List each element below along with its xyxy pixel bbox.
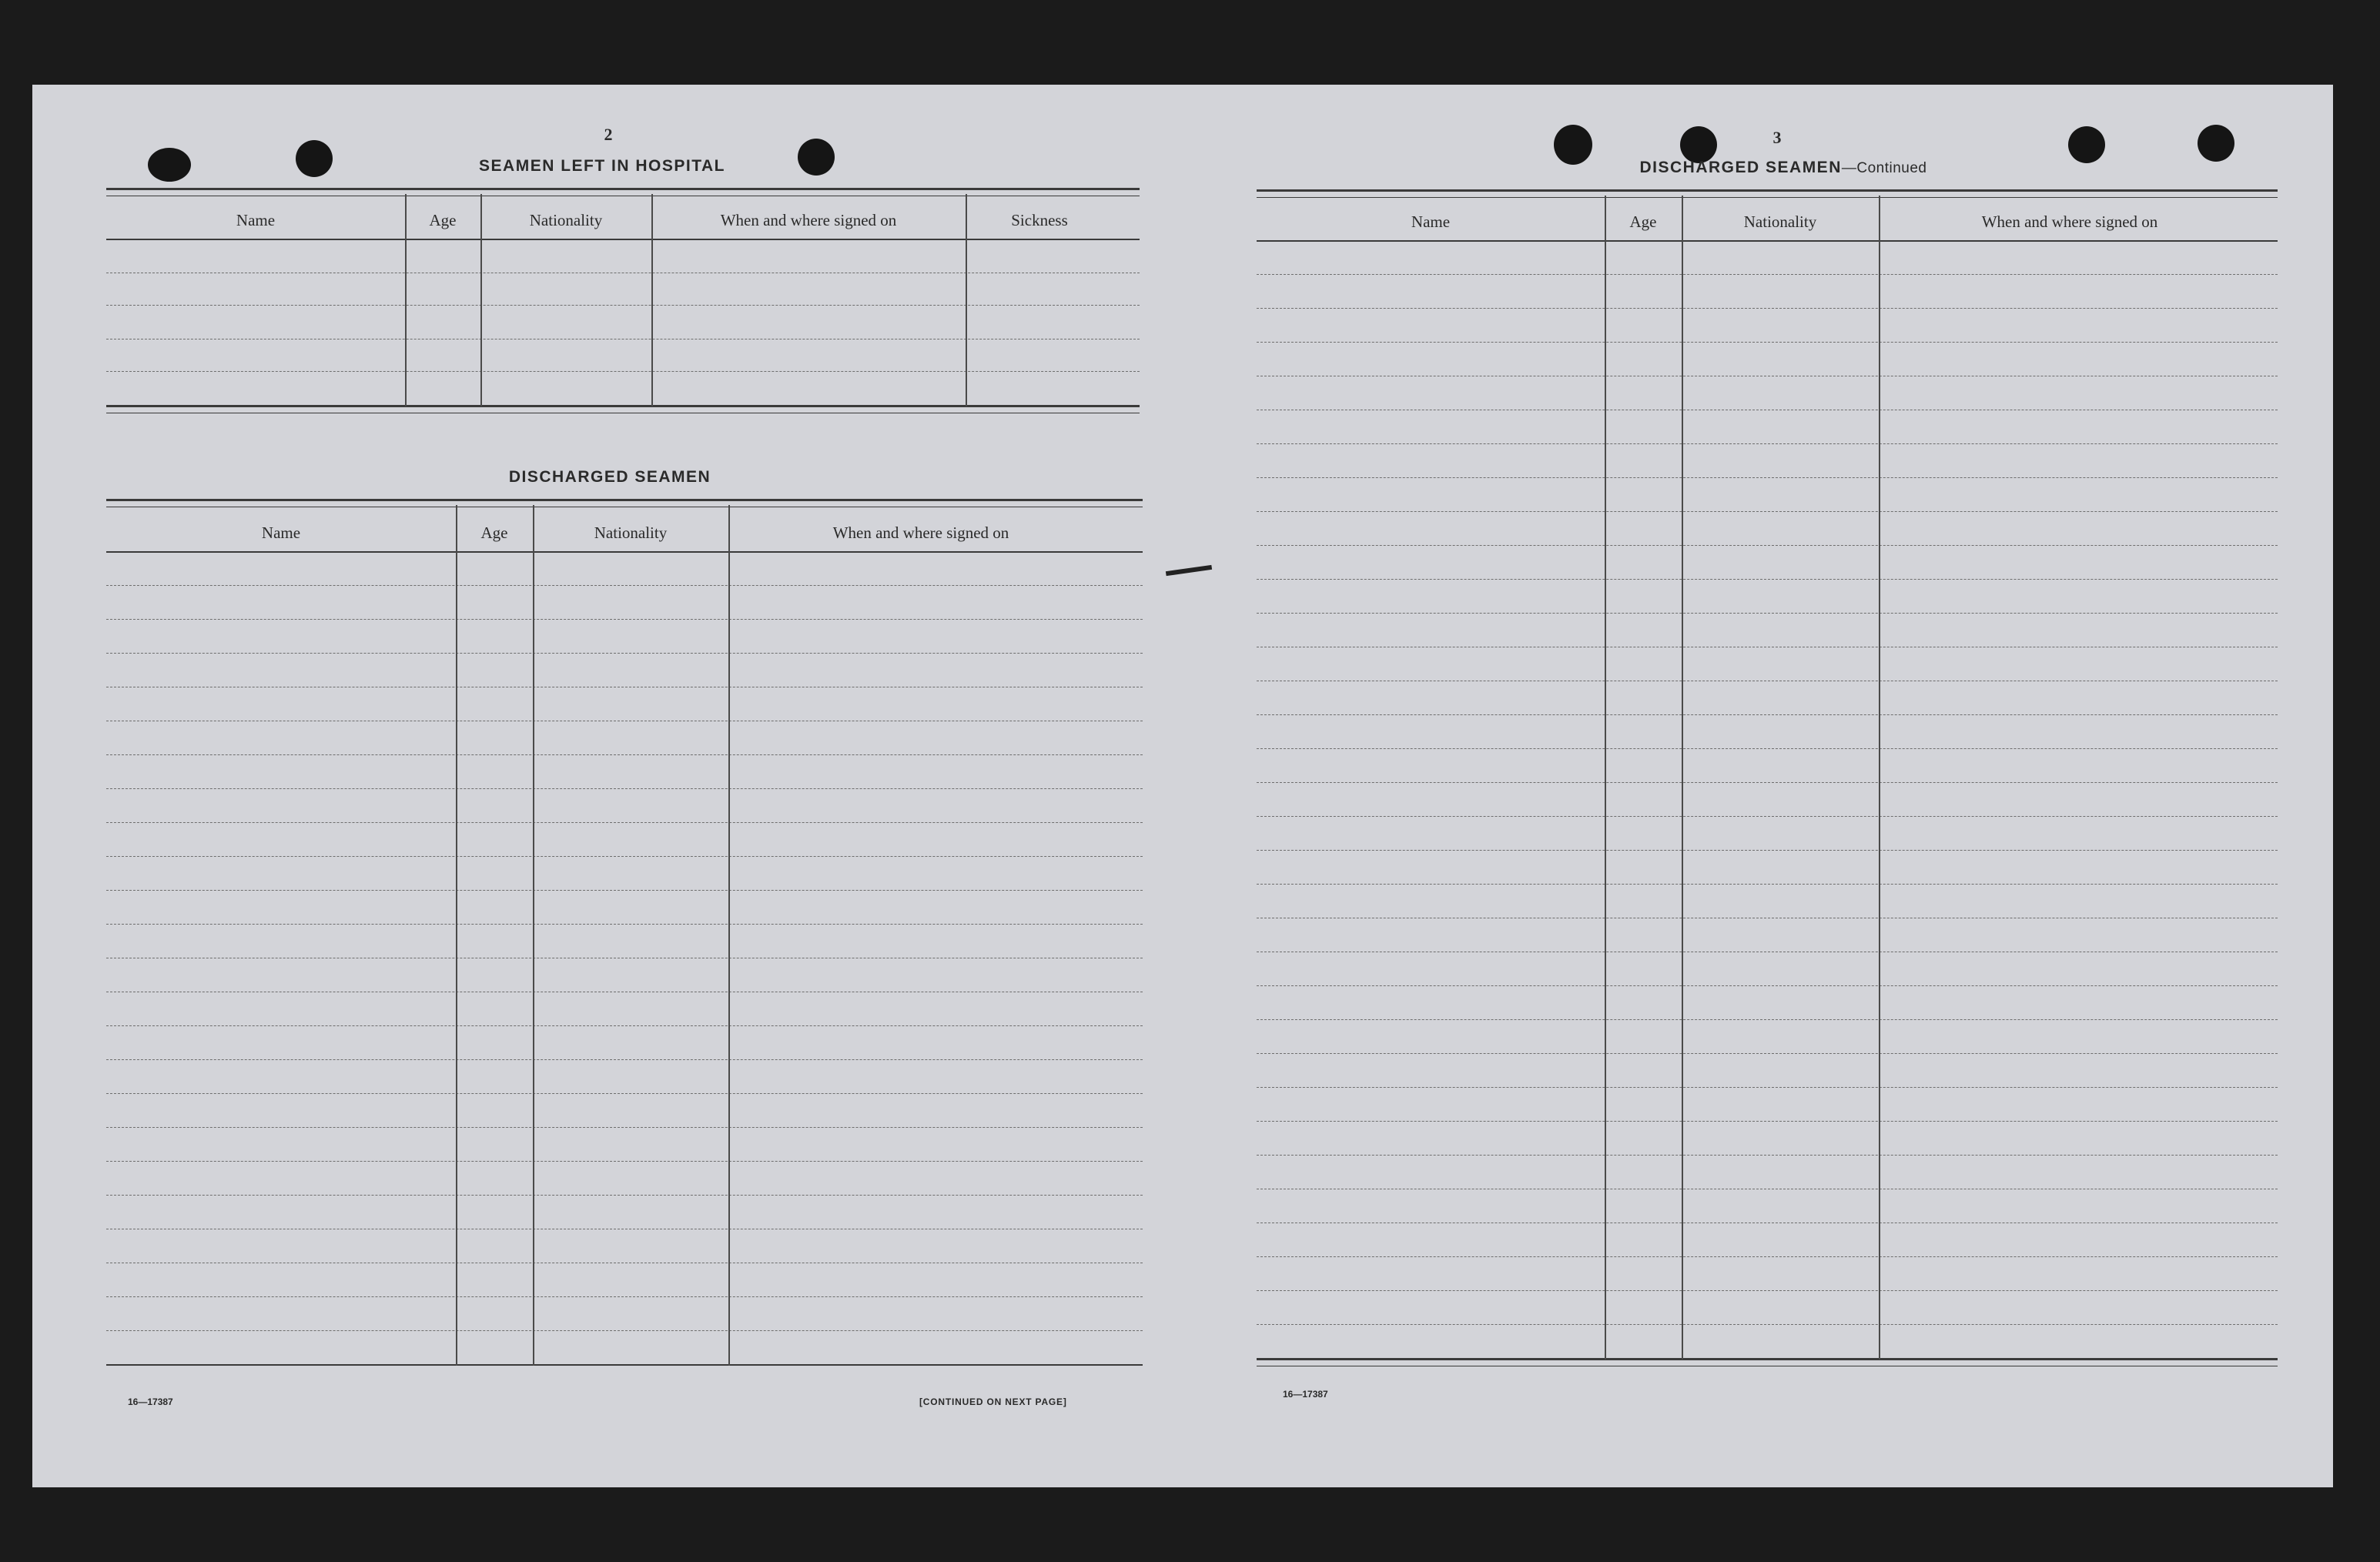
table-row	[106, 1059, 1143, 1060]
table-bottom-rule	[106, 405, 1140, 413]
table-row	[1257, 308, 2278, 309]
table-row	[1257, 748, 2278, 749]
punch-hole	[2068, 126, 2105, 163]
punch-hole	[296, 140, 333, 177]
table-row	[1257, 985, 2278, 986]
table-row	[1257, 1290, 2278, 1291]
header-rule	[106, 239, 1140, 240]
continued-note: [CONTINUED ON NEXT PAGE]	[919, 1396, 1067, 1407]
column-divider	[1879, 196, 1880, 1360]
column-header-when-where: When and where signed on	[720, 211, 897, 229]
column-divider	[1605, 196, 1606, 1360]
page-number: 3	[1772, 128, 1782, 147]
column-header-age: Age	[1629, 212, 1657, 231]
table-row	[106, 305, 1140, 306]
table-top-rule	[1257, 189, 2278, 198]
table-row	[1257, 511, 2278, 512]
table-top-rule	[106, 188, 1140, 196]
table-row	[106, 890, 1143, 891]
table-row	[1257, 545, 2278, 546]
table-row	[1257, 1256, 2278, 1257]
discharged-section-title: DISCHARGED SEAMEN	[508, 468, 711, 486]
column-divider	[1682, 196, 1683, 1360]
discharged-continued-title	[1591, 159, 1976, 177]
discharged-continued-table	[1257, 189, 2278, 1390]
form-code: 16—17387	[128, 1396, 173, 1407]
punch-hole	[798, 139, 835, 176]
table-row	[1257, 1053, 2278, 1054]
table-row	[106, 585, 1143, 586]
column-header-nationality: Nationality	[529, 211, 603, 229]
table-row	[106, 754, 1143, 755]
table-row	[106, 788, 1143, 789]
table-row	[1257, 342, 2278, 343]
table-row	[1257, 274, 2278, 275]
table-row	[1257, 850, 2278, 851]
form-sheet	[32, 85, 2333, 1487]
column-header-nationality: Nationality	[594, 523, 668, 542]
column-header-age: Age	[480, 523, 508, 542]
column-header-name: Name	[261, 523, 301, 542]
table-row	[1257, 884, 2278, 885]
table-row	[1257, 1019, 2278, 1020]
table-bottom-rule	[1257, 1358, 2278, 1366]
table-row	[106, 924, 1143, 925]
punch-hole	[2198, 125, 2234, 162]
right-page	[1183, 85, 2333, 1487]
header-rule	[106, 551, 1143, 553]
table-row	[1257, 477, 2278, 478]
column-header-nationality: Nationality	[1743, 212, 1817, 231]
table-row	[106, 653, 1143, 654]
table-row	[106, 822, 1143, 823]
column-header-name: Name	[1411, 212, 1451, 231]
column-divider	[966, 194, 967, 406]
table-bottom-rule	[106, 1364, 1143, 1366]
table-row	[106, 1161, 1143, 1162]
column-header-name: Name	[236, 211, 276, 229]
hospital-section-title: SEAMEN LEFT IN HOSPITAL	[479, 157, 725, 175]
section-title-suffix: —Continued	[1841, 160, 1927, 176]
table-row	[106, 1093, 1143, 1094]
punch-hole	[148, 148, 191, 182]
header-rule	[1257, 240, 2278, 242]
table-row	[106, 856, 1143, 857]
column-divider	[728, 505, 730, 1366]
section-title-text: DISCHARGED SEAMEN	[1639, 159, 1842, 176]
table-row	[1257, 443, 2278, 444]
left-page	[32, 85, 1183, 1487]
form-code: 16—17387	[1283, 1389, 1328, 1400]
punch-hole	[1680, 126, 1717, 163]
table-row	[1257, 579, 2278, 580]
table-row	[1257, 1087, 2278, 1088]
hospital-table	[106, 188, 1140, 382]
table-row	[1257, 613, 2278, 614]
table-top-rule	[106, 499, 1143, 507]
table-row	[106, 1330, 1143, 1331]
column-divider	[405, 194, 407, 406]
table-row	[1257, 1324, 2278, 1325]
table-row	[1257, 816, 2278, 817]
column-divider	[456, 505, 457, 1366]
discharged-table	[106, 499, 1143, 1401]
table-row	[1257, 1121, 2278, 1122]
table-row	[106, 1296, 1143, 1297]
column-header-sickness: Sickness	[1011, 211, 1068, 229]
column-divider	[480, 194, 482, 406]
page-number: 2	[604, 125, 613, 144]
punch-hole	[1554, 125, 1592, 165]
column-header-when-where: When and where signed on	[832, 523, 1009, 542]
table-row	[1257, 1155, 2278, 1156]
table-row	[106, 1127, 1143, 1128]
column-divider	[533, 505, 534, 1366]
table-row	[106, 1195, 1143, 1196]
table-row	[1257, 714, 2278, 715]
column-header-age: Age	[429, 211, 457, 229]
column-divider	[651, 194, 653, 406]
table-row	[106, 1025, 1143, 1026]
table-row	[106, 371, 1140, 372]
table-row	[106, 619, 1143, 620]
column-header-when-where: When and where signed on	[1981, 212, 2158, 231]
table-row	[1257, 782, 2278, 783]
